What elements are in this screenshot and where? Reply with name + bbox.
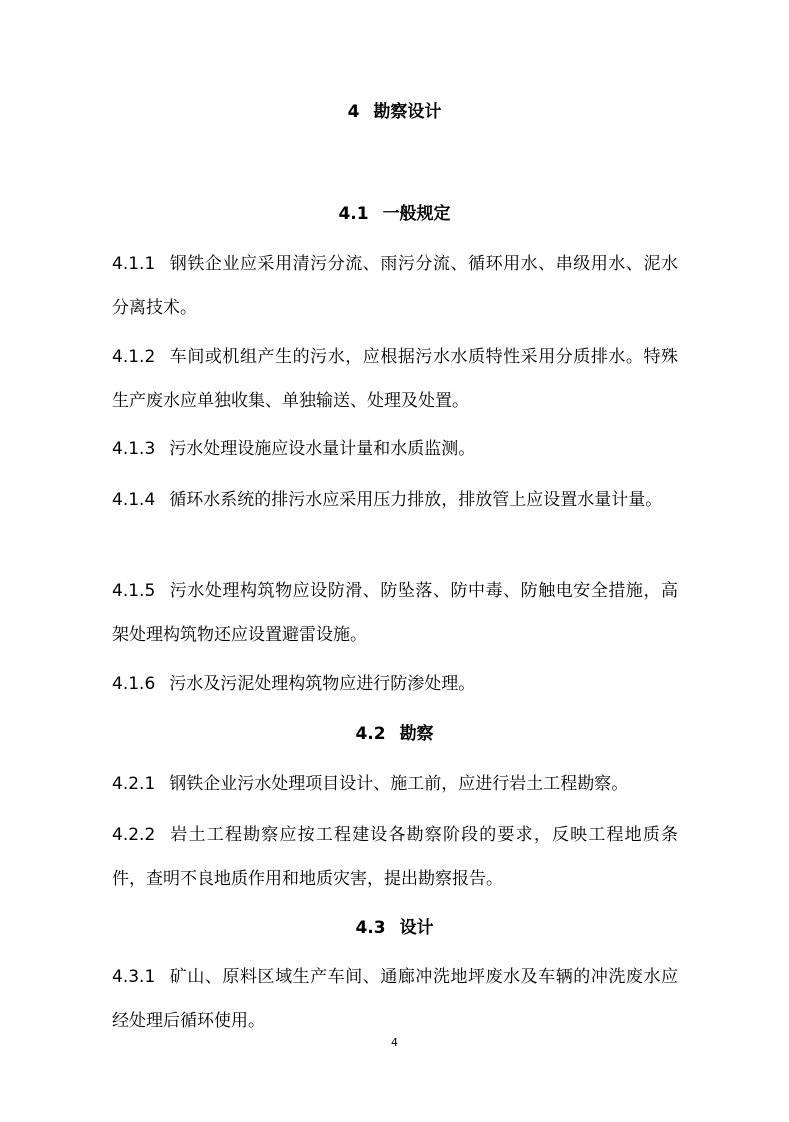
clause-text: 污水及污泥处理构筑物应进行防渗处理。 bbox=[169, 674, 476, 694]
page-number: 4 bbox=[391, 1036, 398, 1049]
clause-number: 4.1.3 bbox=[112, 439, 156, 459]
clause-4-2-2 bbox=[112, 813, 678, 901]
clause-text: 车间或机组产生的污水，应根据污水水质特性采用分质排水。特殊生产废水应单独收集、单独输送、处理及处置。 bbox=[112, 347, 678, 411]
chapter-number: 4 bbox=[347, 102, 360, 122]
section-number: 4.1 bbox=[338, 204, 369, 224]
clause-text: 循环水系统的排污水应采用压力排放，排放管上应设置水量计量。 bbox=[169, 490, 663, 510]
clause-4-1-6 bbox=[112, 662, 678, 706]
section-number: 4.3 bbox=[355, 918, 386, 938]
section-heading-4-1 bbox=[0, 203, 789, 225]
clause-number: 4.1.6 bbox=[112, 674, 156, 694]
clause-text: 污水处理设施应设水量计量和水质监测。 bbox=[169, 439, 476, 459]
section-heading-4-2 bbox=[0, 723, 789, 745]
clause-text: 钢铁企业污水处理项目设计、施工前，应进行岩土工程勘察。 bbox=[169, 774, 629, 794]
clause-4-1-5 bbox=[112, 569, 678, 657]
clause-text: 矿山、原料区域生产车间、通廊冲洗地坪废水及车辆的冲洗废水应经处理后循环使用。 bbox=[112, 967, 678, 1031]
clause-text: 污水处理构筑物应设防滑、防坠落、防中毒、防触电安全措施，高架处理构筑物还应设置避雷设施。 bbox=[112, 581, 678, 645]
clause-4-3-1 bbox=[112, 955, 678, 1043]
clause-number: 4.1.2 bbox=[112, 347, 156, 367]
section-number: 4.2 bbox=[355, 724, 386, 744]
clause-number: 4.1.4 bbox=[112, 490, 156, 510]
clause-number: 4.1.5 bbox=[112, 581, 156, 601]
clause-number: 4.2.1 bbox=[112, 774, 156, 794]
clause-4-1-4 bbox=[112, 478, 678, 522]
clause-number: 4.1.1 bbox=[112, 254, 156, 274]
clause-4-2-1 bbox=[112, 762, 678, 806]
chapter-title: 勘察设计 bbox=[373, 102, 442, 122]
clause-4-1-2 bbox=[112, 335, 678, 423]
clause-4-1-3 bbox=[112, 427, 678, 471]
clause-4-1-1 bbox=[112, 242, 678, 330]
clause-number: 4.3.1 bbox=[112, 967, 156, 987]
chapter-heading bbox=[0, 101, 789, 123]
clause-text: 钢铁企业应采用清污分流、雨污分流、循环用水、串级用水、泥水分离技术。 bbox=[112, 254, 678, 318]
clause-number: 4.2.2 bbox=[112, 825, 156, 845]
section-heading-4-3 bbox=[0, 917, 789, 939]
section-title: 勘察 bbox=[399, 724, 434, 744]
section-title: 一般规定 bbox=[382, 204, 451, 224]
clause-text: 岩土工程勘察应按工程建设各勘察阶段的要求，反映工程地质条件，查明不良地质作用和地质灾害，提出勘察报告。 bbox=[112, 825, 678, 889]
section-title: 设计 bbox=[399, 918, 434, 938]
